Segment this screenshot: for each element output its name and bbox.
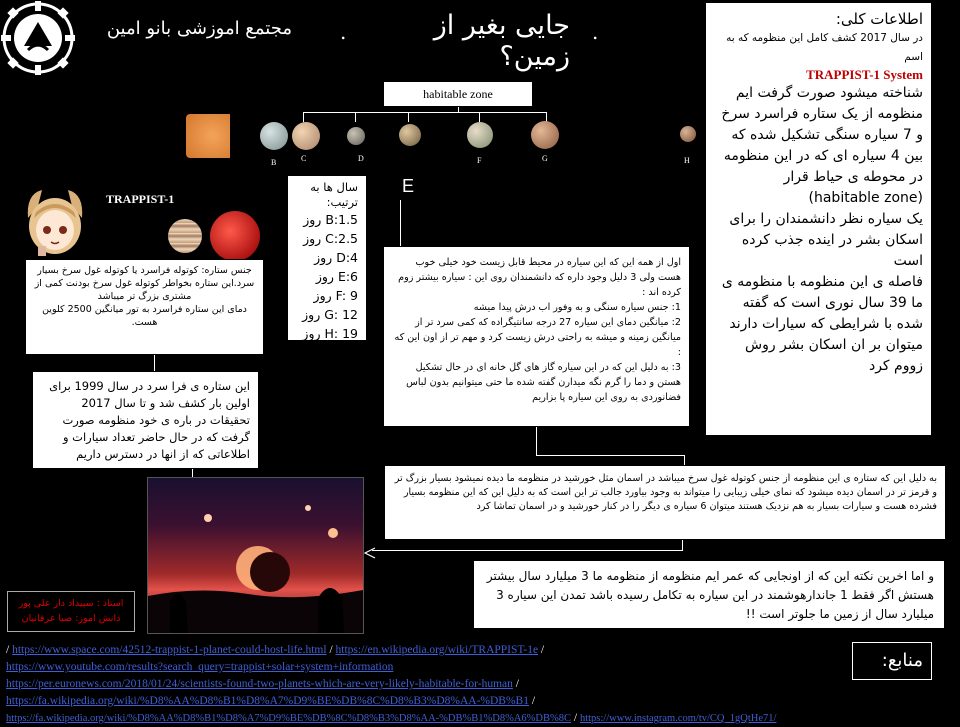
credit-student: دانش اموز: صبا عرفانیان [21,613,121,624]
planet-h [680,126,696,142]
alien-sky-image [147,477,364,634]
page-title: جایی بغیر از زمین؟ [433,10,570,72]
hz-bar [303,112,547,113]
planet-g [531,121,559,149]
star-label: TRAPPIST-1 [106,192,175,206]
label-g: G [542,154,548,163]
discovery-box [32,371,259,469]
year-row-g: G: 12 روز [302,307,358,322]
star-description-box [25,259,264,355]
header-dot-right: . [592,20,599,44]
e-connector [400,200,401,246]
source-links [6,642,844,727]
source-sep: / [6,644,10,656]
star-desc-l1: جنس ستاره: کوتوله فراسرد یا کوتوله غول سرخ بسیار سرد.این ستاره بخواطر کوتوله غول سرخ بودنت کمی از مشتری بزرگ تر میباشد [34,265,255,302]
hz-tick-1 [303,112,304,122]
source-link-5[interactable]: https://fa.wikipedia.org/wiki/%D8%AA%D8%B1%D8%A7%D9%BE%DB%8C%D8%B3%D8%AA-%DB%B1 [6,695,529,707]
jupiter-image [168,219,202,253]
label-b: B [271,158,277,167]
sky-text: به دلیل این که ستاره ی این منظومه از جنس کوتوله غول سرخ میباشد در اسمان مثل خورشید در منظومه ما دیده نمیشود بسیار بزرگ تر و قرمز تر در اسمان دیده میشود که نمای خیلی زیبایی را میتواند به وجود بیاورد جالب تر این است که به دلیل این که این منظومه بسیار فشرده هست و سیارات بسیار به هم نزدیک هستند میتوان 6 سیاره ی دیگر را در کنار خورشید و در اسمان تماشا کرد [394,473,937,512]
hz-tick-2 [355,112,356,122]
reasons-connector-right [536,455,684,456]
planet-e [399,124,421,146]
source-link-4[interactable]: https://per.euronews.com/2018/01/24/scientists-found-two-planets-which-are-very-likely-habitable-for-human [6,678,513,690]
source-link-3[interactable]: https://www.youtube.com/results?search_query=trappist+solar+system+information [6,661,394,673]
planet-d [347,127,365,145]
years-title: سال ها به ترتیب: [310,180,358,209]
sources-label [852,642,932,680]
source-sep: / [540,644,545,656]
label-h: H [684,156,690,165]
star-edge [186,114,230,158]
character-illustration [24,188,86,258]
general-info-box [705,2,932,436]
habitable-zone-label: habitable zone [383,81,533,107]
school-logo [0,0,76,76]
label-c: C [301,154,307,163]
year-row-f: F: 9 روز [313,288,358,303]
star-desc-connector [154,355,155,371]
school-name: مجتمع اموزشی بانو امین [106,18,292,39]
reasons-connector-down2 [684,455,685,465]
sky-view-box [384,465,946,540]
source-link-2[interactable]: https://en.wikipedia.org/wiki/TRAPPIST-1e [335,644,539,656]
credits-box [7,591,135,632]
label-d: D [358,154,364,163]
info-heading: اطلاعات کلی: [835,10,923,28]
sources-heading: منابع: [881,650,923,671]
info-p2: شناخته میشود صورت گرفت ایم منظومه از یک ستاره فراسرد سرخ و 7 سیاره سنگی تشکیل شده که بین 4 سیاره ای که در این منظومه در محوطه ی حیاط قرار (habitable zone) [721,85,923,206]
hz-tick-4 [479,112,480,122]
year-row-e: E:6 روز [315,269,358,284]
civilization-age-box [473,560,945,629]
credit-teacher: استاد : سپیداد دار علی پور [18,598,124,609]
planet-e-reason-2: 2: میانگین دمای این سیاره 27 درجه سانتیگراده که کمی سرد تر از میانگین زمینه و میشه به راحتی درش زیست کرد و مهم تر از اون این که : [394,317,681,358]
arrow-head-left [364,544,376,556]
source-sep: / [531,695,536,707]
label-f: F [477,156,482,165]
year-row-d: D:4 روز [314,250,358,265]
planet-e-reasons-box [383,246,690,427]
year-row-h: H: 19 روز [302,326,358,341]
source-sep: / [329,644,333,656]
source-link-7[interactable]: https://www.instagram.com/tv/CQ_1gQtHe71/ [579,713,777,724]
year-row-b: B:1.5 روز [303,212,358,227]
reasons-connector-down [536,427,537,455]
year-row-c: C:2.5 روز [303,231,358,246]
planet-e-reason-1: 1: جنس سیاره سنگی و به وفور اب درش پیدا میشه [473,302,681,313]
sky-connector-down [682,540,683,550]
orbital-years-box [287,175,367,341]
system-name: TRAPPIST-1 System [806,67,923,82]
planet-e-reason-3: 3: به دلیل این که در این سیاره گاز های گل خانه ای در حال تشکیل هستن و دما را گرم نگه میدارن گفته شده ما حتی میتوانیم بدون لباس فضانوردی به روی این سیاره پا بزاریم [406,362,681,403]
info-p1: در سال 2017 کشف کامل این منظومه که به اسم [726,32,923,63]
discovery-text: این ستاره ی فرا سرد در سال 1999 برای اولین بار کشف شد و تا سال 2017 تحقیقات در باره ی خود منظومه صورت گرفت که در حال حاضر تعداد سیارات و اطلاعاتی که از انها در دسترس داریم [49,379,250,461]
info-p4: فاصله ی این منظومه با منظومه ی ما 39 سال نوری است که گفته شده با شرایطی که سیارات دارند میتوان بر ان اسکان بشر روش زووم کرد [721,274,923,374]
source-link-6[interactable]: https://fa.wikipedia.org/wiki/%D8%AA%D8%B1%D8%A7%D9%BE%DB%8C%D8%B3%D8%AA-%DB%B1%D8%A6%DB%8C [6,713,571,724]
trappist-star-image [210,211,260,261]
planet-b [260,122,288,150]
age-text: و اما اخرین نکته این که از اونجایی که عمر ایم منظومه از منظومه ما 3 میلیارد سال بیشتر هستش اگر فقط 1 جاندارهوشمند در این سیاره به تکامل رسیده باشد تمدن این سیاره 3 میلیارد سال از زمین ما جلوتر است !! [486,569,934,621]
planet-e-intro: اول از همه این که این سیاره در محیط قابل زیست خود خیلی خوب هست ولی 3 دلیل وجود داره که دانشمندان روی این : سیاره بیشتر زوم کرده اند : [398,257,681,298]
source-sep: / [573,712,578,724]
sky-connector-left [372,550,683,551]
source-sep: / [515,678,519,690]
header-dot-left: . [340,20,347,44]
source-link-1[interactable]: https://www.space.com/42512-trappist-1-planet-could-host-life.html [12,644,327,656]
star-desc-l2: دمای این ستاره فراسرد به تور میانگین 2500 کلوین هست. [42,304,247,328]
planet-e-label: E [402,176,415,196]
hz-tick-3 [408,112,409,122]
info-p3: یک سیاره نظر دانشمندان را برای اسکان بشر در اینده جذب کرده است [729,211,923,269]
planet-c [292,122,320,150]
planet-f [467,122,493,148]
